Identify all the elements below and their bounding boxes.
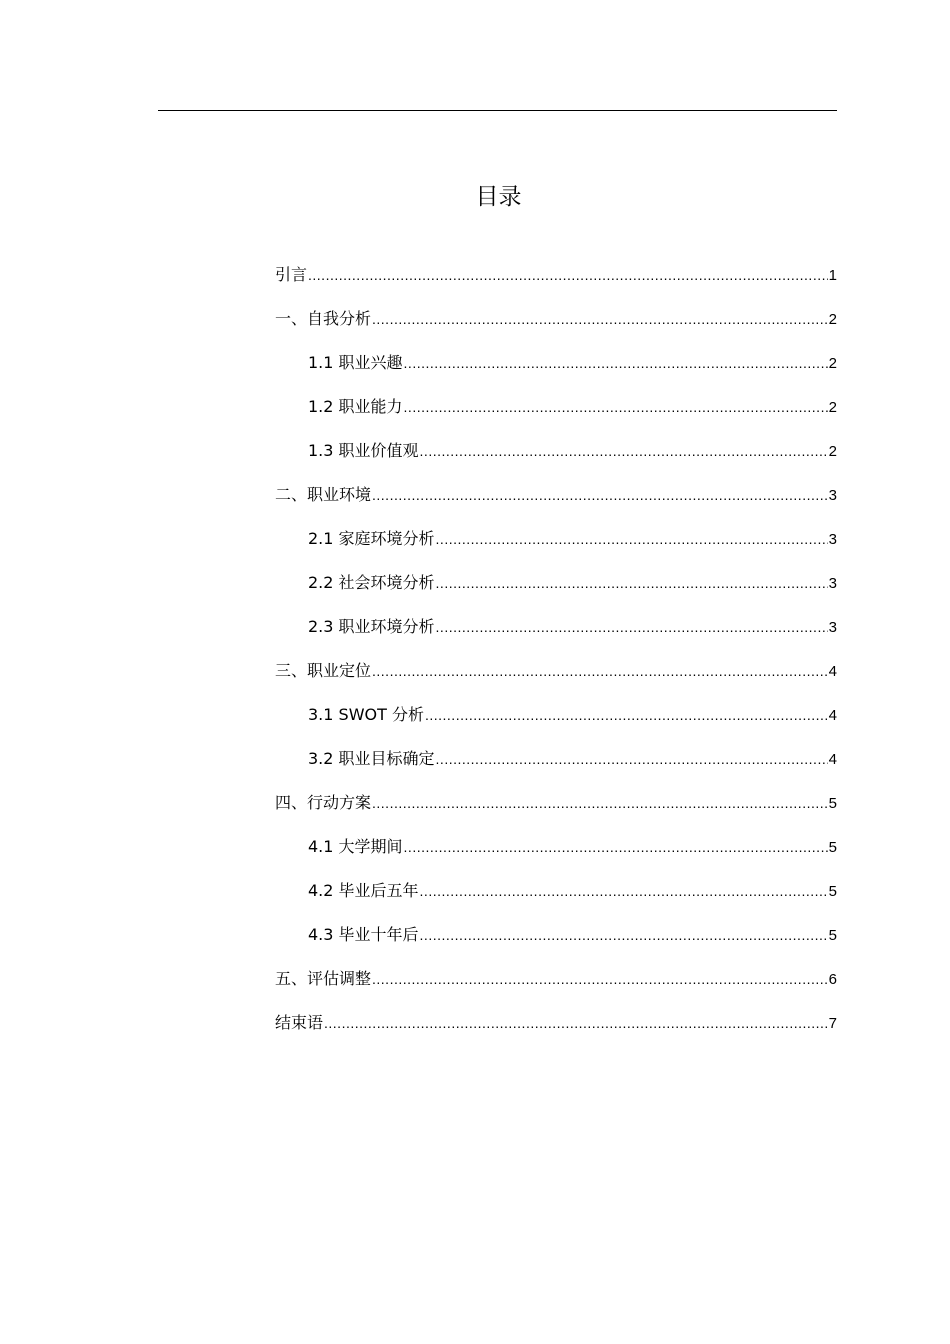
toc-dot-leader — [436, 746, 828, 772]
toc-entry-label: 2.2 社会环境分析 — [308, 573, 435, 592]
toc-entry-label: 2.1 家庭环境分析 — [308, 529, 435, 548]
toc-dot-leader — [404, 394, 828, 420]
toc-entry-page: 2 — [828, 311, 837, 328]
toc-entry-label: 1.1 职业兴趣 — [308, 353, 403, 372]
toc-entry-section-2-2[interactable] — [275, 570, 837, 614]
toc-entry-section-3-1[interactable] — [275, 702, 837, 746]
header-rule — [158, 110, 837, 111]
toc-dot-leader — [420, 438, 828, 464]
toc-entry-label: 二、职业环境 — [275, 485, 372, 504]
toc-entry-section-5[interactable] — [275, 966, 837, 1010]
toc-dot-leader — [420, 922, 828, 948]
toc-entry-section-1-1[interactable] — [275, 350, 837, 394]
toc-entry-page: 4 — [828, 707, 837, 724]
toc-dot-leader — [436, 614, 828, 640]
toc-title: 目录 — [475, 184, 522, 210]
toc-entry-page: 5 — [828, 927, 837, 944]
toc-dot-leader — [425, 702, 828, 728]
toc-dot-leader — [436, 570, 828, 596]
toc-entry-page: 2 — [828, 443, 837, 460]
toc-dot-leader — [420, 878, 828, 904]
toc-dot-leader — [404, 834, 828, 860]
toc-dot-leader — [404, 350, 828, 376]
toc-entry-page: 4 — [828, 663, 837, 680]
toc-entry-section-3-2[interactable] — [275, 746, 837, 790]
toc-entry-section-4-2[interactable] — [275, 878, 837, 922]
toc-entry-label: 三、职业定位 — [275, 661, 372, 680]
toc-entry-section-3[interactable] — [275, 658, 837, 702]
toc-entry-page: 7 — [828, 1015, 837, 1032]
toc-entry-label: 引言 — [275, 265, 308, 284]
toc-dot-leader — [372, 966, 828, 992]
toc-dot-leader — [308, 262, 828, 288]
toc-dot-leader — [372, 306, 828, 332]
toc-entry-label: 3.2 职业目标确定 — [308, 749, 435, 768]
toc-entry-section-1-3[interactable] — [275, 438, 837, 482]
toc-entry-label: 五、评估调整 — [275, 969, 372, 988]
toc-entry-section-4-1[interactable] — [275, 834, 837, 878]
toc-entry-section-1[interactable] — [275, 306, 837, 350]
toc-entry-page: 4 — [828, 751, 837, 768]
toc-dot-leader — [372, 482, 828, 508]
toc-entry-conclusion[interactable] — [275, 1010, 837, 1054]
toc-entry-label: 结束语 — [275, 1013, 324, 1032]
toc-entry-section-4-3[interactable] — [275, 922, 837, 966]
toc-entry-page: 3 — [828, 575, 837, 592]
toc-entry-page: 3 — [828, 619, 837, 636]
toc-entry-label: 2.3 职业环境分析 — [308, 617, 435, 636]
toc-entry-label: 4.3 毕业十年后 — [308, 925, 419, 944]
toc-entry-label: 1.2 职业能力 — [308, 397, 403, 416]
toc-entry-section-2-1[interactable] — [275, 526, 837, 570]
toc-dot-leader — [372, 790, 828, 816]
toc-dot-leader — [436, 526, 828, 552]
toc-entry-page: 3 — [828, 487, 837, 504]
toc-entry-label: 3.1 SWOT 分析 — [308, 705, 424, 724]
toc-entry-page: 5 — [828, 795, 837, 812]
toc-entry-section-2-3[interactable] — [275, 614, 837, 658]
toc-dot-leader — [372, 658, 828, 684]
toc-entry-section-1-2[interactable] — [275, 394, 837, 438]
toc-entry-label: 四、行动方案 — [275, 793, 372, 812]
toc-entry-page: 2 — [828, 399, 837, 416]
toc-entry-page: 1 — [828, 267, 837, 284]
toc-entry-introduction[interactable] — [275, 262, 837, 306]
toc-entry-label: 1.3 职业价值观 — [308, 441, 419, 460]
toc-entry-label: 4.2 毕业后五年 — [308, 881, 419, 900]
toc-entry-label: 4.1 大学期间 — [308, 837, 403, 856]
toc-entry-page: 3 — [828, 531, 837, 548]
toc-entry-page: 5 — [828, 839, 837, 856]
toc-entry-label: 一、自我分析 — [275, 309, 372, 328]
toc-dot-leader — [324, 1010, 828, 1036]
table-of-contents — [275, 262, 837, 1054]
toc-entry-section-2[interactable] — [275, 482, 837, 526]
toc-entry-section-4[interactable] — [275, 790, 837, 834]
toc-entry-page: 5 — [828, 883, 837, 900]
toc-entry-page: 2 — [828, 355, 837, 372]
toc-entry-page: 6 — [828, 971, 837, 988]
